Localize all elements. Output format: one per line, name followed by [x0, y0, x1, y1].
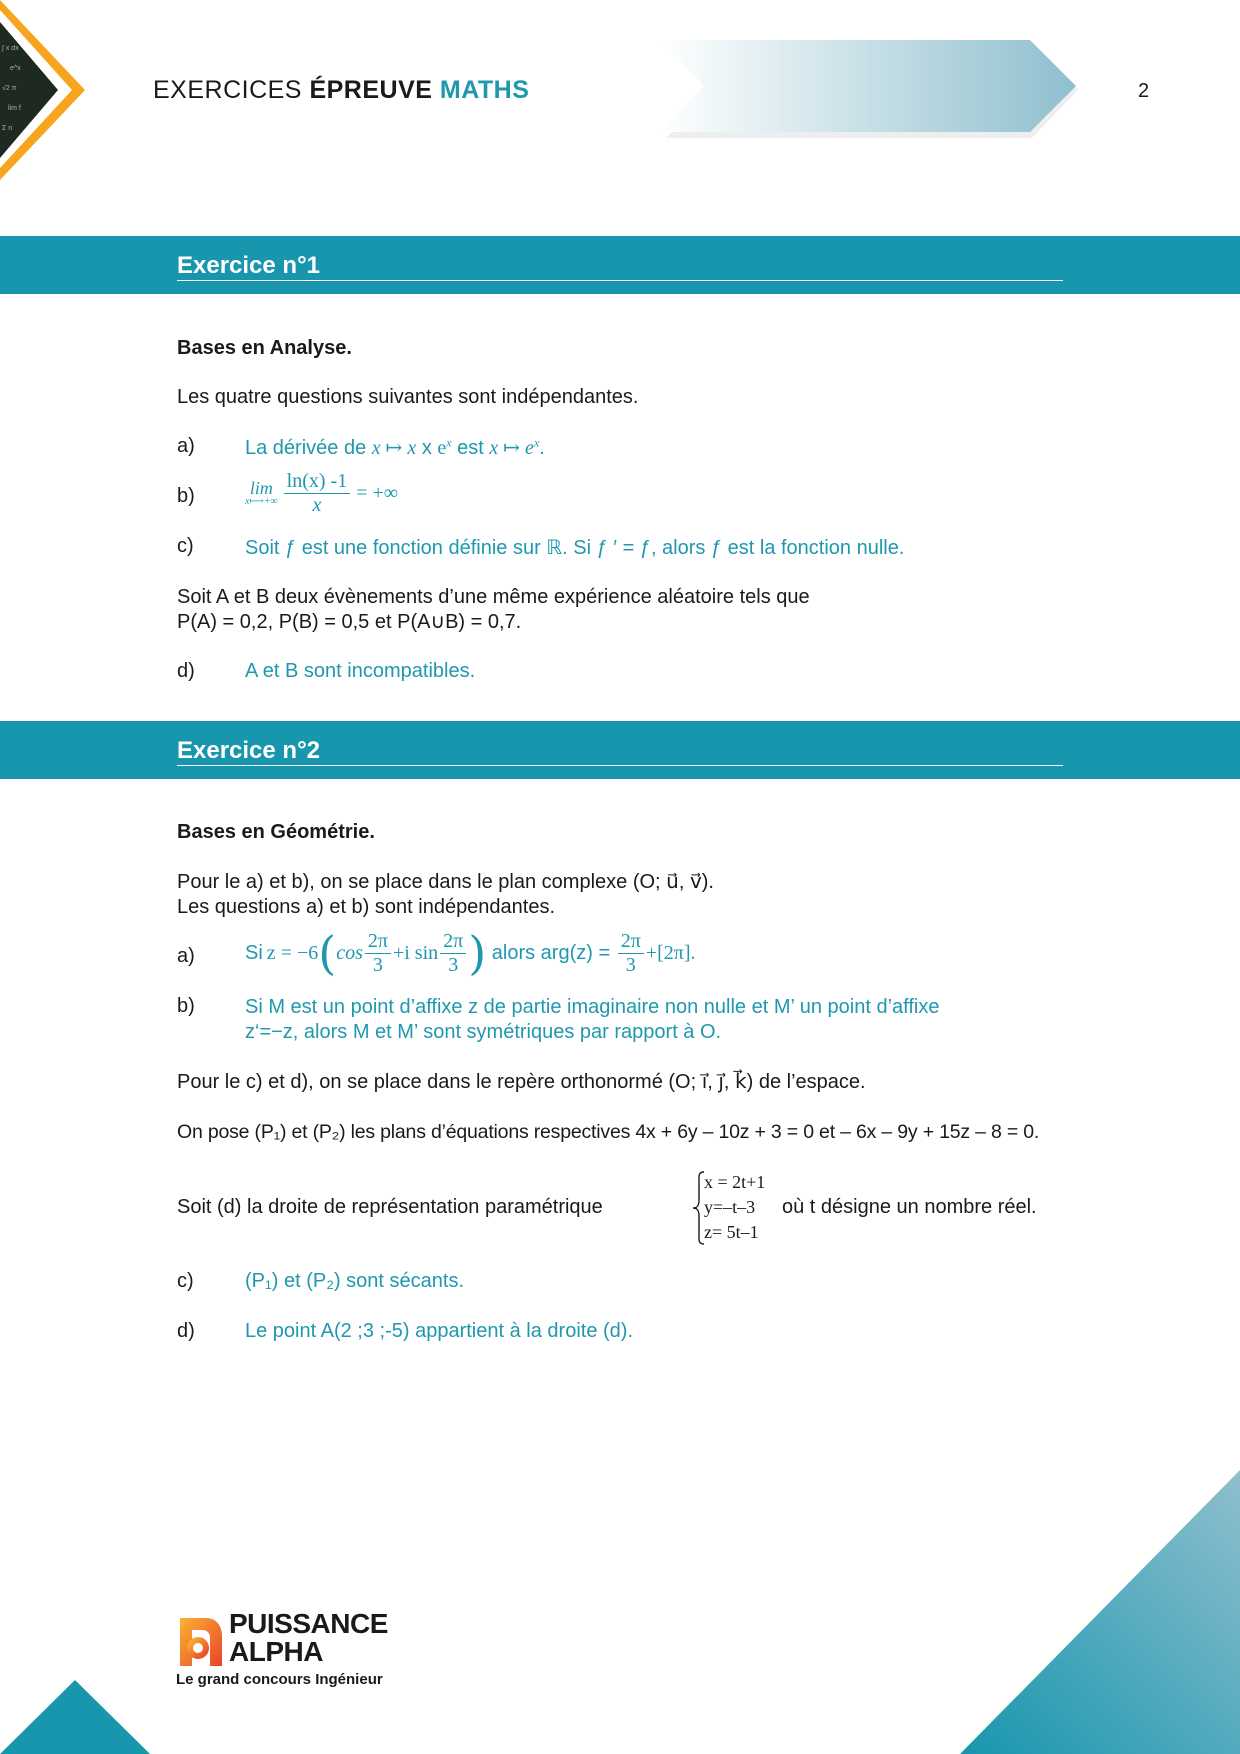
brand-name: PUISSANCE ALPHA [229, 1608, 388, 1667]
brand-tagline: Le grand concours Ingénieur [176, 1671, 383, 1688]
system-equation-2: y=–t–3 [704, 1197, 756, 1217]
corner-decoration-top-left [0, 0, 110, 200]
exercise-2-line-suffix: où t désigne un nombre réel. [782, 1196, 1037, 1218]
exercise-2-question-a: Si z = −6 ( cos $\frac{2\pi}{3}$ +i sin $\frac{2\pi}{3}$ ) alors arg(z) = $\frac{2\pi}{3}$ +[2π]. [245, 926, 696, 980]
header-arrow-banner [660, 40, 1085, 142]
question-label: d) [177, 1320, 195, 1342]
exercise-1-question-b: lim x⟼+∞ $\frac{\ln(x) -1}{x}$ = +∞ [245, 470, 399, 516]
footer-triangle-bottom-right [960, 1470, 1240, 1754]
exercise-2-subtitle: Bases en Géométrie. [177, 821, 375, 843]
exercise-1-title: Exercice n°1 [177, 252, 1063, 281]
question-label: a) [177, 435, 195, 457]
brand-logo-icon [176, 1614, 226, 1670]
question-label: b) [177, 995, 195, 1017]
question-label: d) [177, 660, 195, 682]
exercise-1-probability-line-1: Soit A et B deux évènements d’une même expérience aléatoire tels que [177, 586, 810, 608]
question-label: b) [177, 485, 195, 507]
exercise-2-question-b: Si M est un point d’affixe z de partie imaginaire non nulle et M’ un point d’affixe z‘=−z, alors M et M’ sont symétriques par rapport à O. [245, 996, 940, 1043]
page-number: 2 [1138, 80, 1150, 102]
exercise-2-space-intro: Pour le c) et d), on se place dans le repère orthonormé (O; i⃗, j⃗, k⃗) de l’espace. [177, 1071, 866, 1093]
question-label: c) [177, 535, 194, 557]
question-label: c) [177, 1270, 194, 1292]
system-equation-1: x = 2t+1 [704, 1172, 766, 1192]
exercise-2-planes: On pose (P₁) et (P₂) les plans d’équations respectives 4x + 6y – 10z + 3 = 0 et – 6x – 9y + 15z – 8 = 0. [177, 1121, 1040, 1143]
question-label: a) [177, 945, 195, 967]
exercise-1-question-c: Soit ƒ est une fonction définie sur ℝ. Si ƒ ′ = ƒ, alors ƒ est la fonction nulle. [245, 537, 905, 559]
document-header-title: EXERCICES ÉPREUVE MATHS [153, 76, 530, 104]
exercise-1-subtitle: Bases en Analyse. [177, 337, 352, 359]
exercise-1-probability-line-2: P(A) = 0,2, P(B) = 0,5 et P(A∪B) = 0,7. [177, 611, 522, 633]
exercise-1-question-d: A et B sont incompatibles. [245, 660, 476, 682]
exercise-2-line-prefix: Soit (d) la droite de représentation paramétrique [177, 1196, 603, 1218]
footer-triangle-bottom-left [0, 1670, 160, 1754]
svg-text:e^x: e^x [10, 65, 21, 72]
exercise-2-question-c: (P₁) et (P₂) sont sécants. [245, 1270, 465, 1292]
svg-text:√2 π: √2 π [2, 85, 17, 92]
section-bar-exercise-2 [0, 721, 1240, 779]
exercise-2-title: Exercice n°2 [177, 737, 1063, 766]
section-bar-exercise-1 [0, 236, 1240, 294]
svg-text:∫ x dx: ∫ x dx [2, 45, 19, 52]
exercise-2-intro-line-2: Les questions a) et b) sont indépendantes. [177, 896, 556, 918]
exercise-1-intro: Les quatre questions suivantes sont indépendantes. [177, 386, 639, 408]
system-equation-3: z= 5t–1 [704, 1222, 759, 1242]
exercise-2-intro-line-1: Pour le a) et b), on se place dans le plan complexe (O; u⃗, v⃗). [177, 871, 714, 893]
svg-text:Σ n: Σ n [2, 125, 13, 132]
exercise-2-question-d: Le point A(2 ;3 ;-5) appartient à la droite (d). [245, 1320, 633, 1342]
svg-text:lim f: lim f [8, 105, 21, 112]
exercise-1-question-a: La dérivée de x ↦ x x $e^x$ est x ↦ $e^x$. [245, 435, 545, 459]
